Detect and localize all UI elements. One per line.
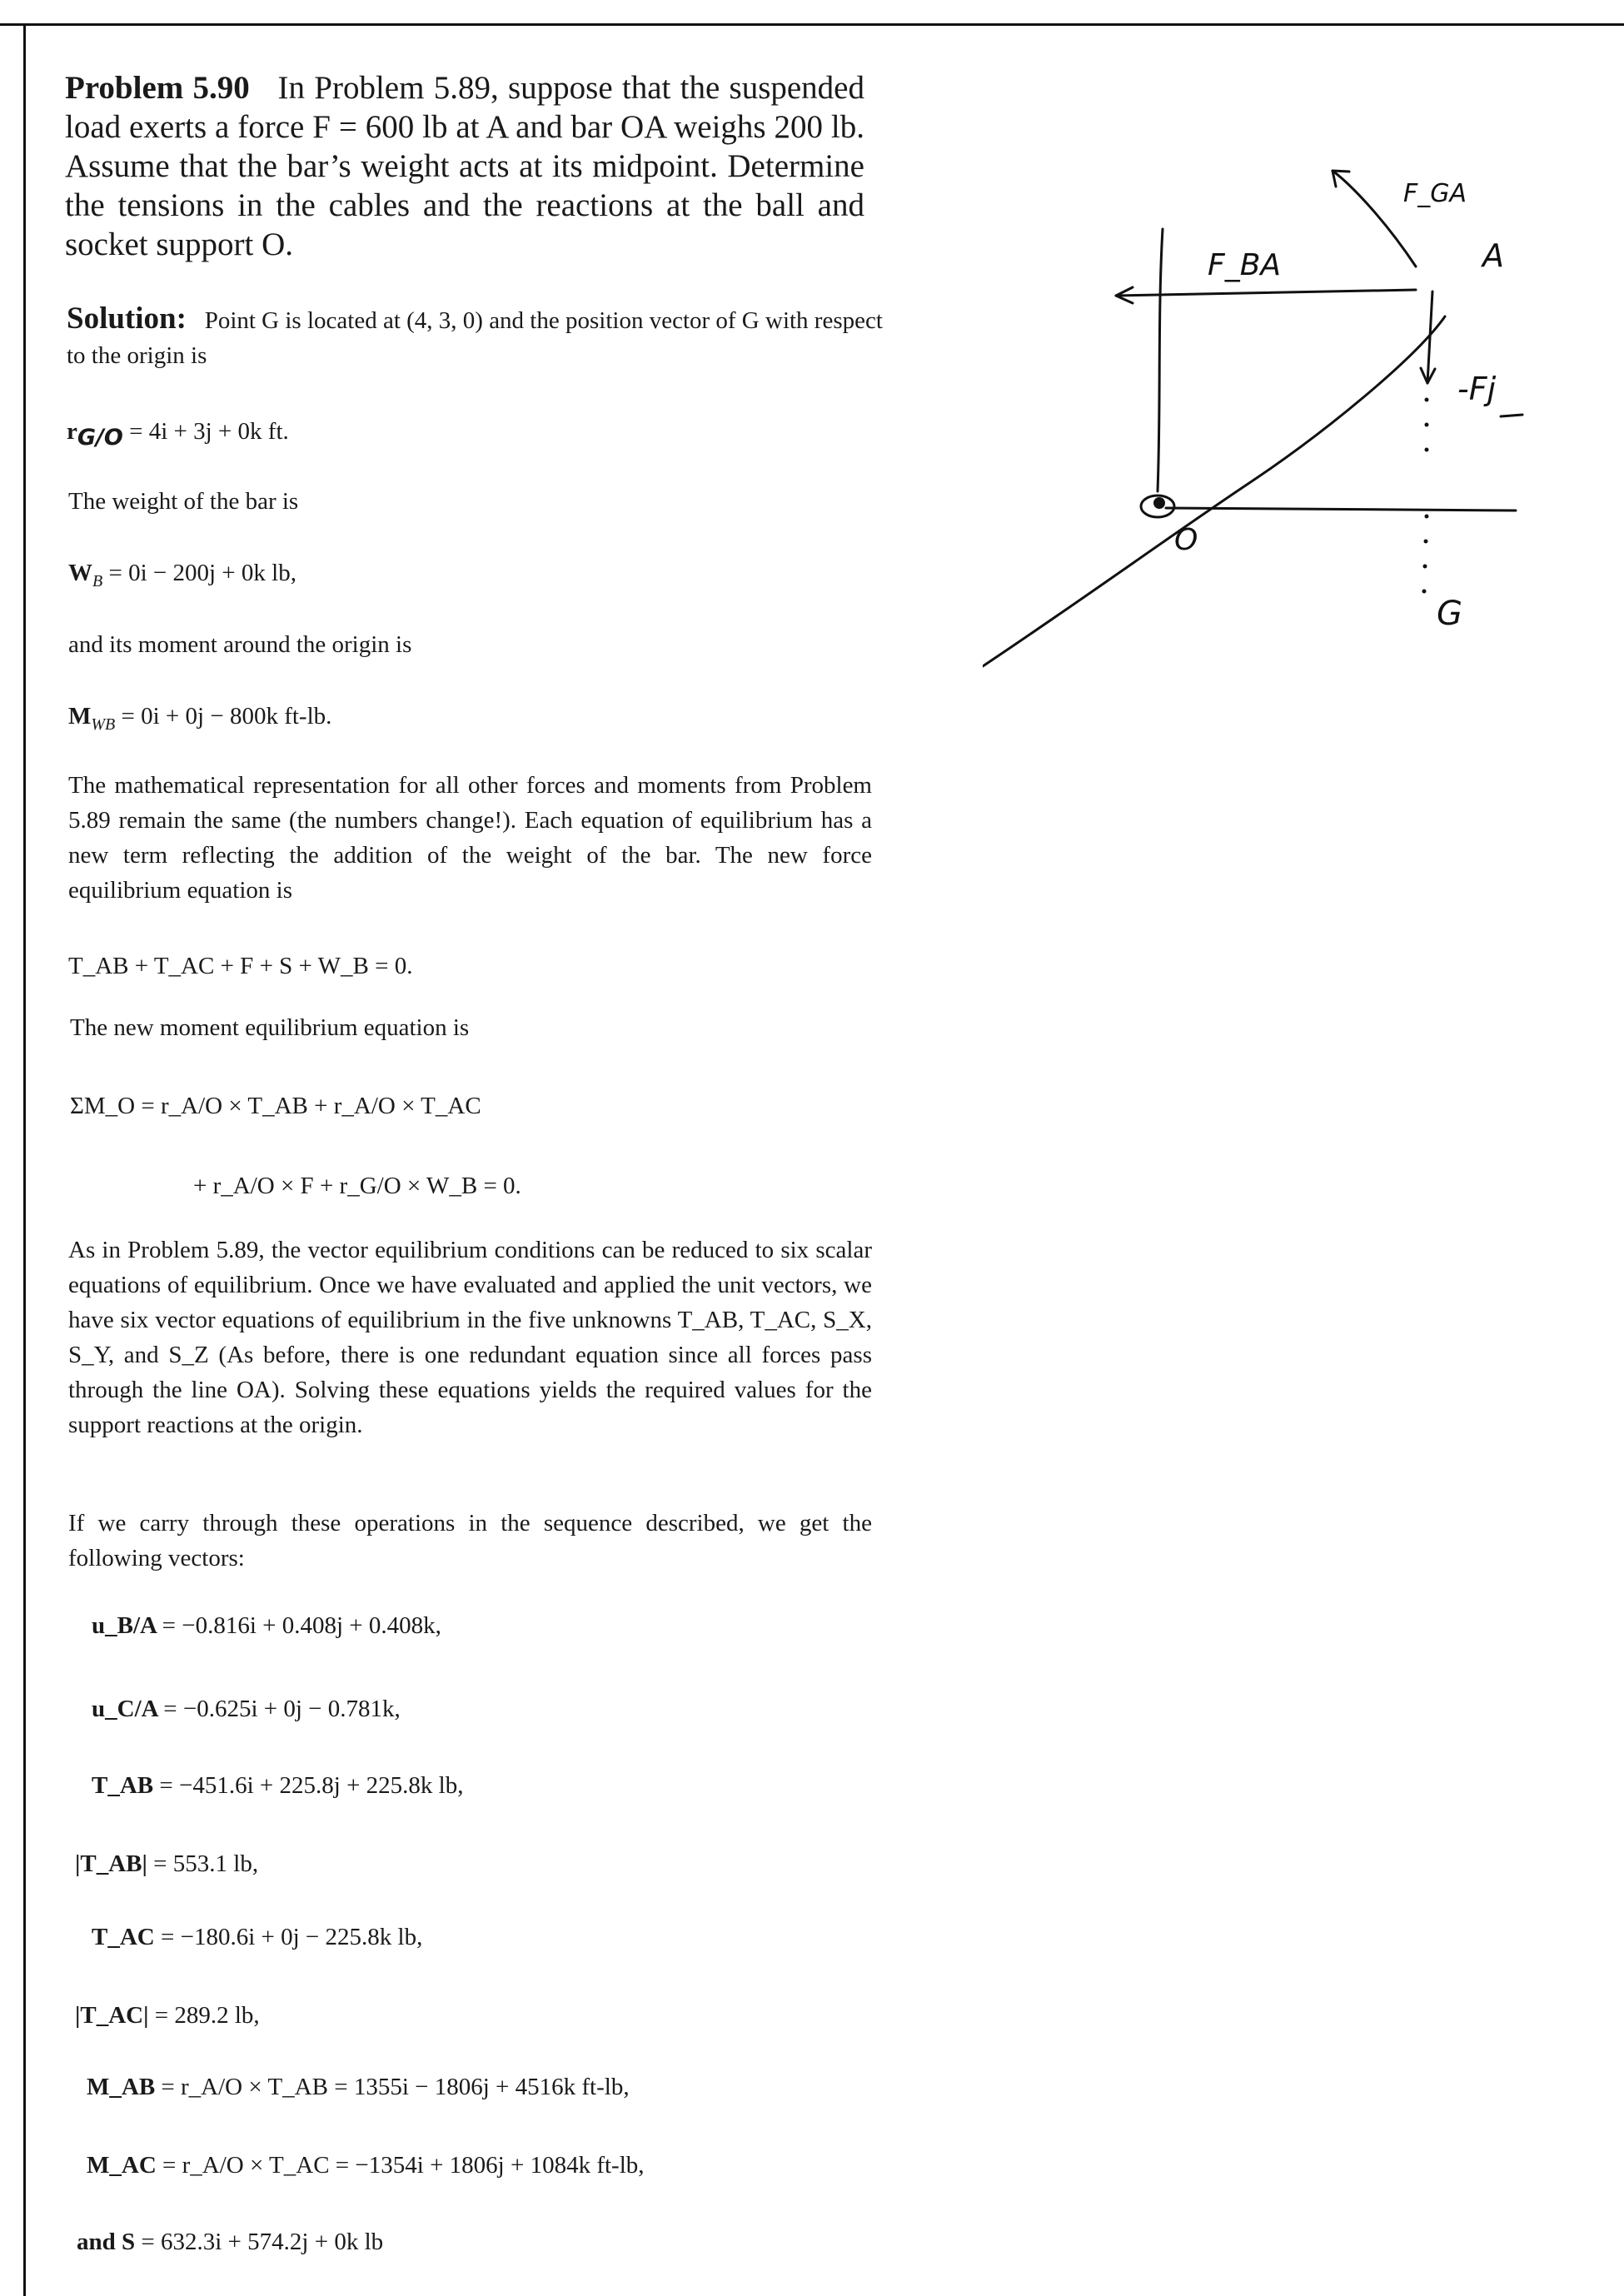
wb-rhs: = 0i − 200j + 0k lb, (108, 560, 296, 586)
wb-subscript: B (92, 571, 103, 590)
label-g: G (1437, 595, 1462, 633)
paragraph-operations: If we carry through these operations in the sequence described, we get the following vectors: (68, 1510, 872, 1571)
result-rhs: = 553.1 lb, (153, 1850, 259, 1877)
paragraph-representation: The mathematical representation for all other forces and moments from Problem 5.89 remain the same (the numbers change!). Each equation of equilibrium has a new term reflecting the addition of the weight of the bar. The new force equilibrium equation is (68, 772, 872, 904)
r-symbol: r (67, 418, 77, 445)
vertical-axis-line (1158, 229, 1163, 491)
top-border-line (0, 23, 1624, 26)
horizontal-axis-line (1166, 508, 1516, 510)
label-o: O (1174, 523, 1198, 557)
result-rhs: = −0.816i + 0.408j + 0.408k, (162, 1612, 441, 1639)
dotted-line-to-g (1422, 398, 1429, 594)
r-rhs: = 4i + 3j + 0k ft. (129, 418, 289, 445)
result-row (92, 1612, 441, 1640)
support-o-dot (1153, 497, 1165, 509)
label-f-ga: F_GA (1403, 179, 1467, 208)
mwb-symbol: M (68, 703, 92, 730)
paragraph-scalar-equations: As in Problem 5.89, the vector equilibrium conditions can be reduced to six scalar equations of equilibrium. Once we have evaluated and applied the unit vectors, we have six vector equations of equilibrium in the five unknowns T_AB, T_AC, S_X, S_Y, and S_Z (As before, there is one redundant equation since all forces pass through the line OA). Solving these equations yields the required values for the support reactions at the origin. (68, 1237, 872, 1438)
wb-symbol: W (68, 560, 92, 586)
result-lhs: T_AC (92, 1924, 161, 1950)
solution-label: Solution: (67, 301, 187, 336)
result-row (77, 2229, 383, 2256)
solution-intro (67, 301, 883, 373)
result-lhs: M_AB (87, 2074, 162, 2100)
result-lhs: u_B/A (92, 1612, 162, 1639)
moment-intro-text: The new moment equilibrium equation is (70, 1014, 470, 1041)
weight-equation (68, 560, 296, 591)
result-rhs: = −180.6i + 0j − 225.8k lb, (160, 1924, 423, 1950)
result-rhs: = −451.6i + 225.8j + 225.8k lb, (159, 1772, 464, 1799)
r-subscript: G/O (77, 424, 123, 451)
mwb-subscript: WB (91, 715, 116, 734)
result-row (92, 1696, 401, 1723)
result-rhs: = r_A/O × T_AB = 1355i − 1806j + 4516k ft-lb, (161, 2074, 630, 2100)
result-row (92, 1772, 463, 1800)
solution-intro-text: Point G is located at (4, 3, 0) and the position vector of G with respect to the origin is (67, 307, 883, 369)
result-lhs: u_C/A (92, 1696, 164, 1722)
result-rhs: = r_A/O × T_AC = −1354i + 1806j + 1084k ft-lb, (162, 2152, 645, 2179)
result-row (87, 2074, 630, 2101)
fj-underline (1501, 415, 1522, 416)
weight-text: The weight of the bar is (68, 488, 299, 515)
moment-weight-equation (68, 703, 331, 735)
label-a: A (1482, 237, 1504, 274)
force-equilibrium-equation: T_AB + T_AC + F + S + W_B = 0. (68, 953, 413, 979)
problem-label: Problem 5.90 (65, 70, 250, 106)
label-f-ba: F_BA (1208, 248, 1282, 282)
problem-text: In Problem 5.89, suppose that the suspended load exerts a force F = 600 lb at A and bar OA weighs 200 lb. Assume that the bar’s weight acts at its midpoint. Determine the tensions in the cables and the reactions at the ball and socket support O. (65, 70, 864, 262)
result-lhs: |T_AC| (75, 2002, 155, 2029)
bar-oa-line (983, 316, 1445, 666)
result-lhs: M_AC (87, 2152, 163, 2179)
result-lhs: T_AB (92, 1772, 160, 1799)
label-fj: -Fj (1457, 371, 1497, 407)
mwb-rhs: = 0i + 0j − 800k ft-lb. (121, 703, 332, 730)
position-vector-equation (67, 418, 289, 451)
result-row (92, 1924, 422, 1951)
moment-equation-line-1: ΣM_O = r_A/O × T_AB + r_A/O × T_AC (70, 1093, 481, 1119)
result-lhs: |T_AB| (75, 1850, 154, 1877)
result-lhs: and S (77, 2229, 142, 2255)
result-row (87, 2152, 645, 2179)
moment-text: and its moment around the origin is (68, 631, 412, 658)
left-border-line (23, 23, 26, 2296)
problem-statement (65, 68, 864, 264)
result-rhs: = 289.2 lb, (154, 2002, 260, 2029)
result-rhs: = 632.3i + 574.2j + 0k lb (141, 2229, 384, 2255)
moment-equation-line-2: + r_A/O × F + r_G/O × W_B = 0. (193, 1173, 521, 1199)
force-diagram (983, 150, 1532, 683)
result-row (75, 1850, 258, 1878)
result-rhs: = −0.625i + 0j − 0.781k, (163, 1696, 401, 1722)
result-row (75, 2002, 260, 2030)
